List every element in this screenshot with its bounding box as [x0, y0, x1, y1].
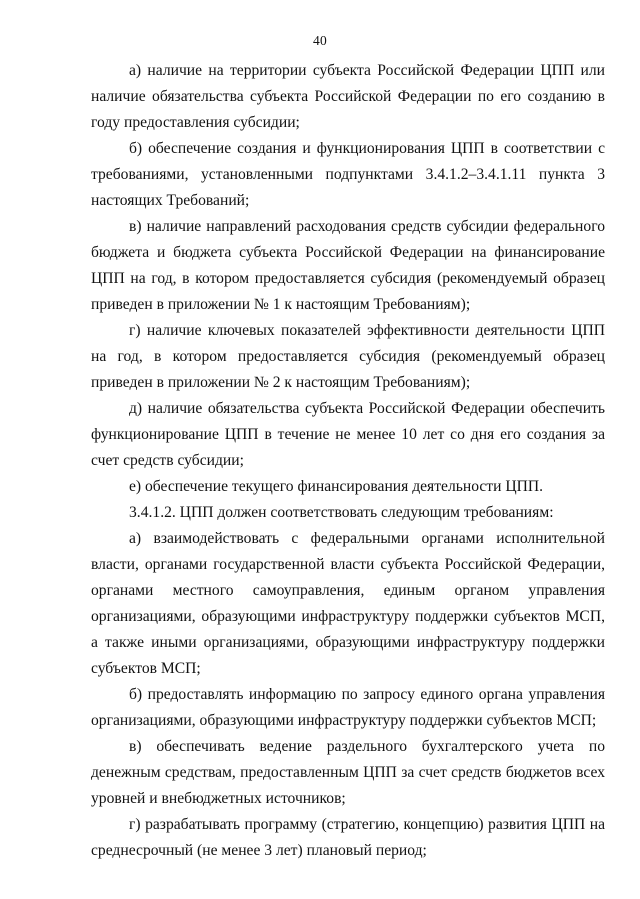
paragraph-g-kpi: г) наличие ключевых показателей эффективности деятельности ЦПП на год, в котором предоставляется субсидия (рекомендуемый образец приведен в приложении № 2 к настоящим Требованиям);: [91, 322, 605, 391]
paragraph-e-financing: е) обеспечение текущего финансирования деятельности ЦПП.: [129, 478, 544, 495]
paragraph-v-accounting: в) обеспечивать ведение раздельного бухгалтерского учета по денежным средствам, предоставленным ЦПП за счет средств бюджетов всех уровней и внебюджетных источников;: [91, 738, 605, 807]
paragraph-b-requirements: б) обеспечение создания и функционирования ЦПП в соответствии с требованиями, установленными подпунктами 3.4.1.2–3.4.1.11 пункта 3 настоящих Требований;: [91, 140, 605, 209]
paragraph-d-obligation: д) наличие обязательства субъекта Российской Федерации обеспечить функционирование ЦПП в течение не менее 10 лет со дня его создания за счет средств субсидии;: [91, 400, 605, 469]
document-body: [91, 58, 605, 864]
paragraph-a-territory: а) наличие на территории субъекта Российской Федерации ЦПП или наличие обязательства субъекта Российской Федерации по его созданию в году предоставления субсидии;: [91, 62, 605, 131]
paragraph-g-program: г) разрабатывать программу (стратегию, концепцию) развития ЦПП на среднесрочный (не менее 3 лет) плановый период;: [91, 816, 605, 859]
paragraph-a-interaction: а) взаимодействовать с федеральными органами исполнительной власти, органами государственной власти субъекта Российской Федерации, органами местного самоуправления, единым органом управления организациями, образующими инфраструктуру поддержки субъектов МСП, а также иными организациями, образующими инфраструктуру поддержки субъектов МСП;: [91, 530, 605, 677]
paragraph-v-expenditures: в) наличие направлений расходования средств субсидии федерального бюджета и бюджета субъекта Российской Федерации на финансирование ЦПП на год, в котором предоставляется субсидия (рекомендуемый образец приведен в приложении № 1 к настоящим Требованиям);: [91, 218, 605, 313]
clause-3-4-1-2-heading: 3.4.1.2. ЦПП должен соответствовать следующим требованиям:: [129, 504, 554, 521]
page-number: 40: [313, 33, 327, 48]
paragraph-b-information: б) предоставлять информацию по запросу единого органа управления организациями, образующими инфраструктуру поддержки субъектов МСП;: [91, 686, 605, 729]
